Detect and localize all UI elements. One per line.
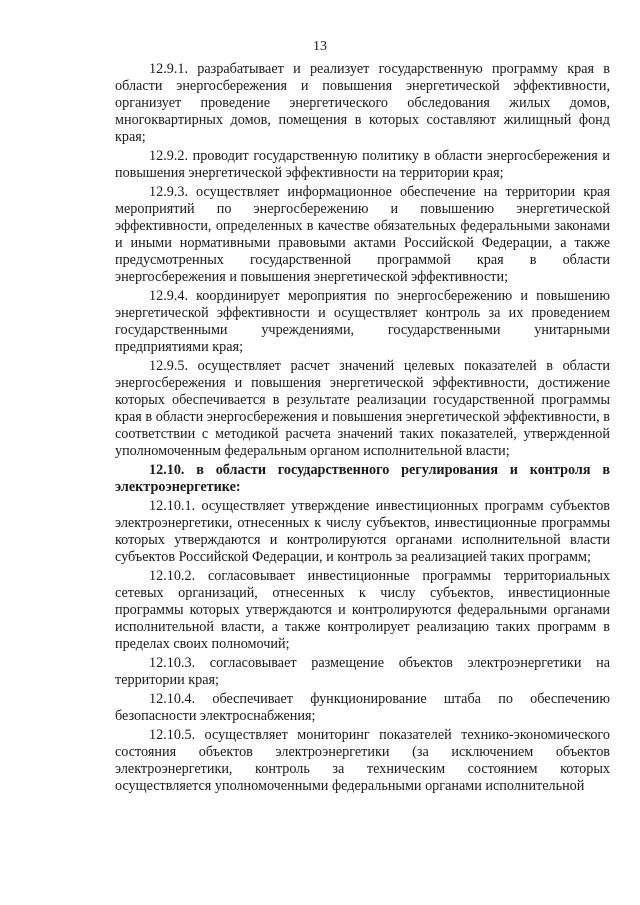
paragraph-12-10-2: 12.10.2. согласовывает инвестиционные программы территориальных сетевых организаций, отнесенных к числу субъектов, инвестиционные программы которых утверждаются и контролируются федеральными органами исполнительной власти, а также контролирует реализацию таких программ в пределах своих полномочий; bbox=[115, 568, 610, 652]
paragraph-12-9-4: 12.9.4. координирует мероприятия по энергосбережению и повышению энергетической эффективности и осуществляет контроль за их проведением государственными учреждениями, государственными унитарными предприятиями края; bbox=[115, 288, 610, 355]
paragraph-12-10-1: 12.10.1. осуществляет утверждение инвестиционных программ субъектов электроэнергетики, отнесенных к числу субъектов, инвестиционные программы которых утверждаются и контролируются органами исполнительной власти субъектов Российской Федерации, и контроль за реализацией таких программ; bbox=[115, 498, 610, 565]
page-number: 13 bbox=[313, 39, 327, 54]
paragraph-12-9-1: 12.9.1. разрабатывает и реализует государственную программу края в области энергосбережения и повышения энергетической эффективности, организует проведение энергетического обследования жилых домов, многоквартирных домов, помещения в которых составляют жилищный фонд края; bbox=[115, 61, 610, 145]
paragraph-12-9-3: 12.9.3. осуществляет информационное обеспечение на территории края мероприятий по энергосбережению и повышению энергетической эффективности, определенных в качестве обязательных федеральными законами и иными нормативными правовыми актами Российской Федерации, а также предусмотренных государственной программой края в области энергосбережения и повышения энергетической эффективности; bbox=[115, 184, 610, 285]
section-heading-12-10: 12.10. в области государственного регулирования и контроля в электроэнергетике: bbox=[115, 462, 610, 495]
paragraph-12-10-4: 12.10.4. обеспечивает функционирование штаба по обеспечению безопасности электроснабжения; bbox=[115, 691, 610, 724]
paragraph-12-10-3: 12.10.3. согласовывает размещение объектов электроэнергетики на территории края; bbox=[115, 655, 610, 688]
paragraph-12-10-5: 12.10.5. осуществляет мониторинг показателей технико-экономического состояния объектов электроэнергетики (за исключением объектов электроэнергетики, контроль за техническим состоянием которых осуществляется уполномоченными федеральными органами исполнительной bbox=[115, 727, 610, 794]
paragraph-12-9-5: 12.9.5. осуществляет расчет значений целевых показателей в области энергосбережения и повышения энергетической эффективности, достижение которых обеспечивается в результате реализации государственной программы края в области энергосбережения и повышения энергетической эффективности, в соответствии с методикой расчета значений таких показателей, утвержденной уполномоченным федеральным органом исполнительной власти; bbox=[115, 358, 610, 459]
paragraph-12-9-2: 12.9.2. проводит государственную политику в области энергосбережения и повышения энергетической эффективности на территории края; bbox=[115, 148, 610, 181]
document-body bbox=[115, 61, 610, 797]
